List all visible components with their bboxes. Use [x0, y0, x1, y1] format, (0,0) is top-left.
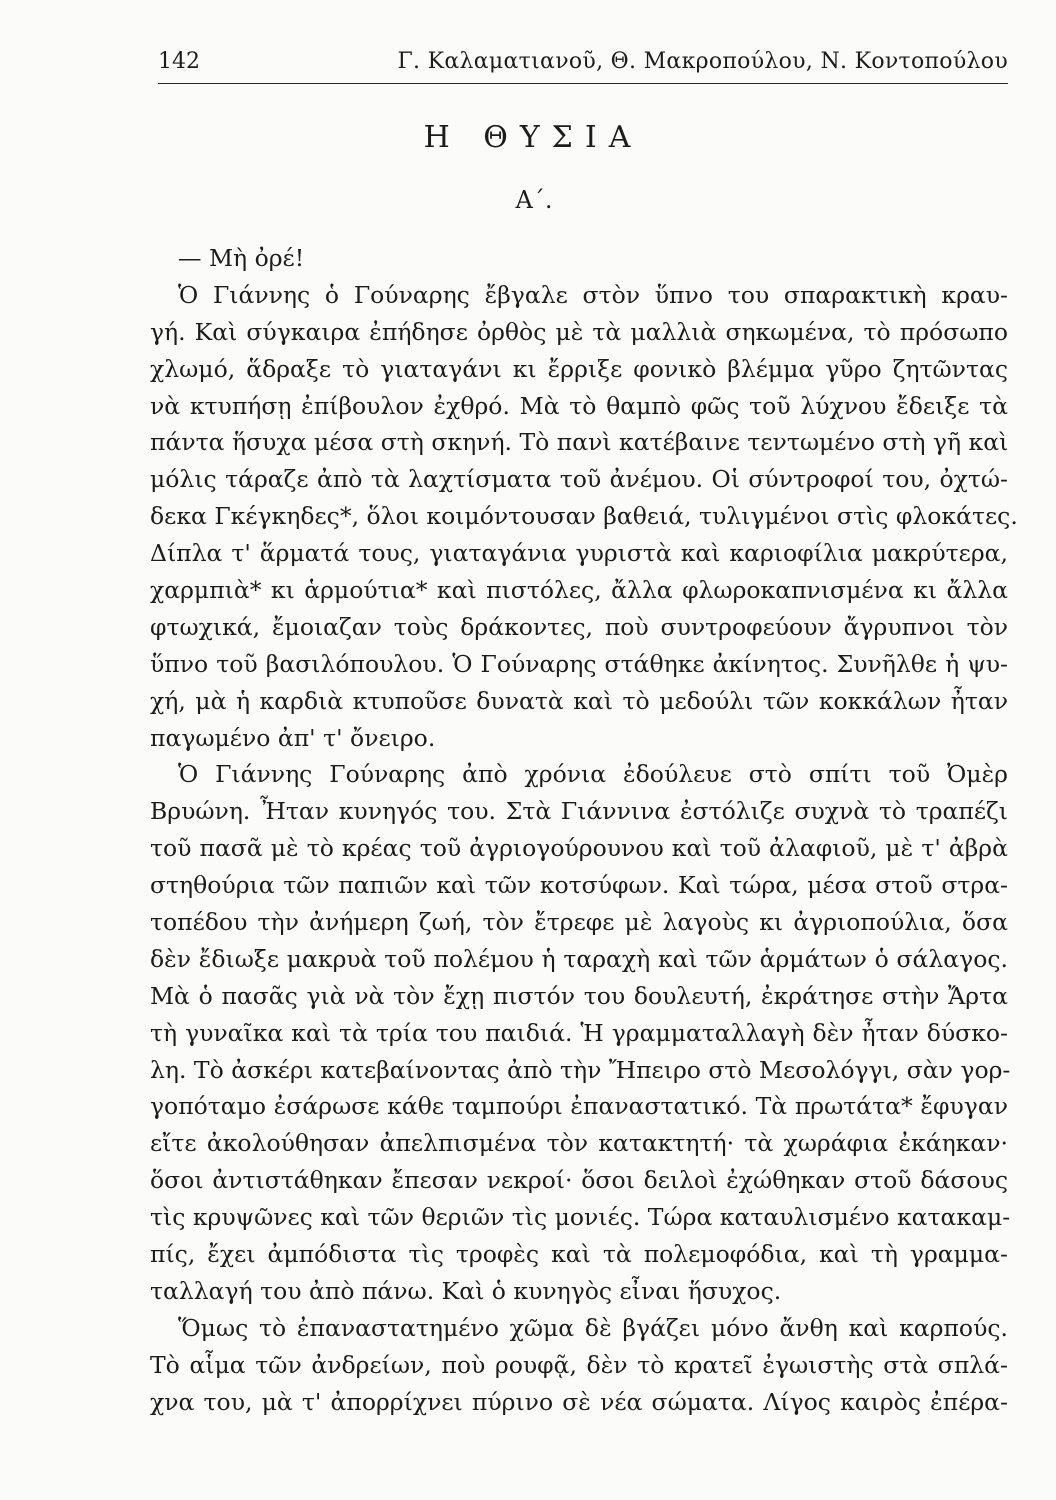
- text-line: δεκα Γκέγκηδες*, ὅλοι κοιμόντουσαν βαθειά, τυλιγμένοι στὶς φλοκάτες.: [150, 502, 1018, 531]
- text-line: τοπέδου τὴν ἀνήμερη ζωή, τὸν ἔτρεφε μὲ λαγοὺς κι ἀγριοπούλια, ὅσα: [150, 908, 1008, 937]
- text-line: τὶς κρυψῶνες καὶ τῶν θεριῶν τὶς μονιές. Τώρα καταυλισμένο κατακαμ-: [150, 1203, 1011, 1232]
- text-line: ταλλαγή του ἀπὸ πάνω. Καὶ ὁ κυνηγὸς εἶναι ἥσυχος.: [150, 1276, 782, 1305]
- text-line: Ὁ Γιάννης ὁ Γούναρης ἔβγαλε στὸν ὕπνο του σπαρακτικὴ κραυ-: [178, 280, 1008, 309]
- text-line: χλωμό, ἅδραξε τὸ γιαταγάνι κι ἔρριξε φονικὸ βλέμμα γῦρο ζητῶντας: [150, 354, 1008, 383]
- text-line: χή, μὰ ἡ καρδιὰ κτυποῦσε δυνατὰ καὶ τὸ μεδούλι τῶν κοκκάλων ἦταν: [150, 686, 1008, 715]
- text-line: πίς, ἔχει ἀμπόδιστα τὶς τροφὲς καὶ τὰ πολεμοφόδια, καὶ τὴ γραμμα-: [150, 1240, 1008, 1269]
- text-line: πάντα ἥσυχα μέσα στὴ σκηνή. Τὸ πανὶ κατέβαινε τεντωμένο στὴ γῆ καὶ: [150, 428, 1009, 457]
- text-line: μόλις τάραζε ἀπὸ τὰ λαχτίσματα τοῦ ἀνέμου. Οἱ σύντροφοί του, ὀχτώ-: [150, 465, 1008, 494]
- text-line: λη. Τὸ ἀσκέρι κατεβαίνοντας ἀπὸ τὴν Ἤπειρο στὸ Μεσολόγγι, σὰν γορ-: [150, 1055, 1011, 1084]
- page-number: 142: [158, 49, 200, 74]
- text-line: χαρμπιὰ* κι ἁρμούτια* καὶ πιστόλες, ἄλλα φλωροκαπνισμένα κι ἄλλα: [150, 576, 1008, 605]
- text-line: φτωχικά, ἔμοιαζαν τοὺς δράκοντες, ποὺ συντροφεύουν ἄγρυπνοι τὸν: [150, 612, 1008, 641]
- text-line: δὲν ἔδιωξε μακρυὰ τοῦ πολέμου ἡ ταραχὴ καὶ τῶν ἁρμάτων ὁ σάλαγος.: [150, 944, 1008, 973]
- text-line: Μὰ ὁ πασᾶς γιὰ νὰ τὸν ἔχῃ πιστόν του δουλευτή, ἐκράτησε στὴν Ἄρτα: [150, 981, 1008, 1010]
- text-line: Τὸ αἷμα τῶν ἀνδρείων, ποὺ ρουφᾷ, δὲν τὸ κρατεῖ ἐγωιστὴς στὰ σπλά-: [150, 1350, 1008, 1379]
- text-line: τοῦ πασᾶ μὲ τὸ κρέας τοῦ ἀγριογούρουνου καὶ τοῦ ἀλαφιοῦ, μὲ τ' ἀβρὰ: [150, 834, 1008, 863]
- text-line: ὕπνο τοῦ βασιλόπουλου. Ὁ Γούναρης στάθηκε ἀκίνητος. Συνῆλθε ἡ ψυ-: [150, 649, 1008, 678]
- text-line: παγωμένο ἀπ' τ' ὄνειρο.: [150, 723, 436, 752]
- text-line: γοπόταμο ἐσάρωσε κάθε ταμπούρι ἐπαναστατικό. Τὰ πρωτάτα* ἔφυγαν: [150, 1092, 1008, 1121]
- section-number: Α΄.: [515, 186, 553, 214]
- text-line: νὰ κτυπήσῃ ἐπίβουλον ἐχθρό. Μὰ τὸ θαμπὸ φῶς τοῦ λύχνου ἔδειξε τὰ: [150, 391, 1008, 420]
- text-line: γή. Καὶ σύγκαιρα ἐπήδησε ὀρθὸς μὲ τὰ μαλλιὰ σηκωμένα, τὸ πρόσωπο: [150, 317, 1008, 346]
- text-line: Ὅμως τὸ ἐπαναστατημένο χῶμα δὲ βγάζει μόνο ἄνθη καὶ καρπούς.: [178, 1313, 1008, 1342]
- chapter-title: Η ΘΥΣΙΑ: [423, 120, 643, 155]
- header-rule: [158, 83, 1008, 84]
- text-line: Δίπλα τ' ἅρματά τους, γιαταγάνια γυριστὰ καὶ καριοφίλια μακρύτερα,: [150, 539, 1008, 568]
- text-line: εἴτε ἀκολούθησαν ἀπελπισμένα τὸν κατακτητή· τὰ χωράφια ἐκάηκαν·: [150, 1129, 1008, 1158]
- text-line: στηθούρια τῶν παπιῶν καὶ τῶν κοτσύφων. Καὶ τώρα, μέσα στοῦ στρα-: [150, 871, 1008, 900]
- running-head: [158, 44, 1008, 80]
- text-line: χνα του, μὰ τ' ἀπορρίχνει πύρινο σὲ νέα σώματα. Λίγος καιρὸς ἐπέρα-: [150, 1387, 1008, 1416]
- running-head-authors: Γ. Καλαματιανοῦ, Θ. Μακροπούλου, Ν. Κοντοπούλου: [397, 49, 1008, 74]
- text-line: — Μὴ ὀρέ!: [178, 244, 305, 272]
- text-line: ὅσοι ἀντιστάθηκαν ἔπεσαν νεκροί· ὅσοι δειλοὶ ἐχώθηκαν στοῦ δάσους: [150, 1166, 1008, 1195]
- text-line: Ὁ Γιάννης Γούναρης ἀπὸ χρόνια ἐδούλευε στὸ σπίτι τοῦ Ὀμὲρ: [178, 760, 1008, 789]
- text-line: τὴ γυναῖκα καὶ τὰ τρία του παιδιά. Ἡ γραμματαλλαγὴ δὲν ἦταν δύσκο-: [150, 1018, 1008, 1047]
- body-text: [150, 240, 1018, 1421]
- text-line: Βρυώνη. Ἦταν κυνηγός του. Στὰ Γιάννινα ἐστόλιζε συχνὰ τὸ τραπέζι: [150, 797, 1008, 826]
